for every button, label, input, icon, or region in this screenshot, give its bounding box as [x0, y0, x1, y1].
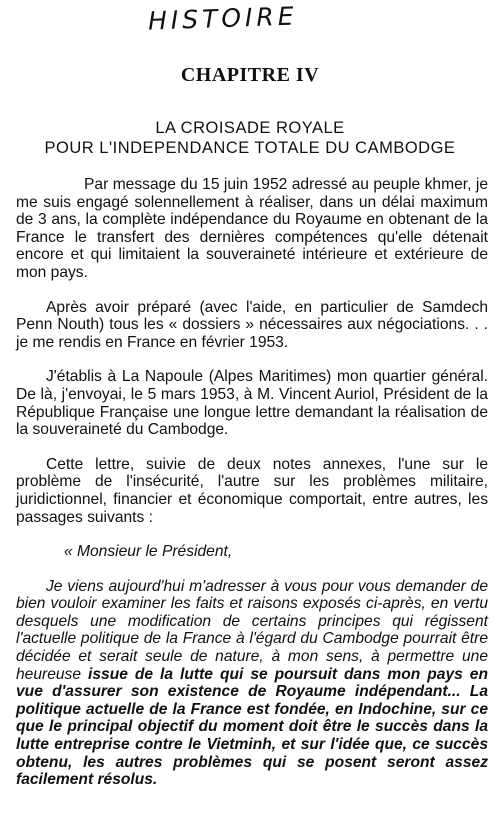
letter-text-bold: issue de la lutte qui se poursuit dans mon pays en vue d'assurer son existence de Royaume indépendant... La politique actuelle de la France est fondée, en Indochine, sur ce que le principal objectif du moment doit être le succès dans la lutte entreprise contre le Vietminh, et sur l'idée que, ce succès obtenu, les autres problèmes qui se posent seront assez facilement résolus.	[16, 665, 489, 789]
paragraph-4: Cette lettre, suivie de deux notes annexes, l'une sur le problème de l'insécurité, l'autre sur les problèmes militaire, juridictionnel, financier et économique comportait, entre autres, les passages suivants :	[16, 455, 488, 526]
handwritten-header: HISTOIRE	[147, 1, 298, 36]
letter-paragraph	[16, 578, 488, 789]
chapter-number: CHAPITRE IV	[180, 64, 320, 86]
chapter-title-line1: LA CROISADE ROYALE	[155, 119, 345, 137]
letter-text-italic: Je viens aujourd'hui m'adresser à vous pour vous demander de bien vouloir examiner les faits et raisons exposés ci-après, en vertu desquels une modification de certains principes qui régissent l'actuelle politique de la France à l'égard du Cambodge pourrait être décidée et serait seule de nature, à mon sens, à permettre une heureuse	[16, 577, 488, 683]
paragraph-3: J'établis à La Napoule (Alpes Maritimes) mon quartier général. De là, j'envoyai, le 5 mars 1953, à M. Vincent Auriol, Président de la République Française une longue lettre demandant la réalisation de la souveraineté du Cambodge.	[16, 368, 488, 439]
body-text	[16, 176, 488, 789]
chapter-title-line2: POUR L'INDEPENDANCE TOTALE DU CAMBODGE	[44, 139, 456, 157]
letter-salutation: « Monsieur le Président,	[64, 543, 233, 561]
paragraph-2: Après avoir préparé (avec l'aide, en particulier de Samdech Penn Nouth) tous les « dossiers » nécessaires aux négociations. . . je me rendis en France en février 1953.	[16, 298, 488, 351]
paragraph-1: Par message du 15 juin 1952 adressé au peuple khmer, je me suis engagé solennellement à réaliser, dans un délai maximum de 3 ans, la complète indépendance du Royaume en obtenant de la France le transfert des dernières compétences qu'elle détenait encore et qui limitaient la souveraineté intérieure et extérieure de mon pays.	[16, 176, 488, 281]
chapter-title	[0, 118, 500, 158]
